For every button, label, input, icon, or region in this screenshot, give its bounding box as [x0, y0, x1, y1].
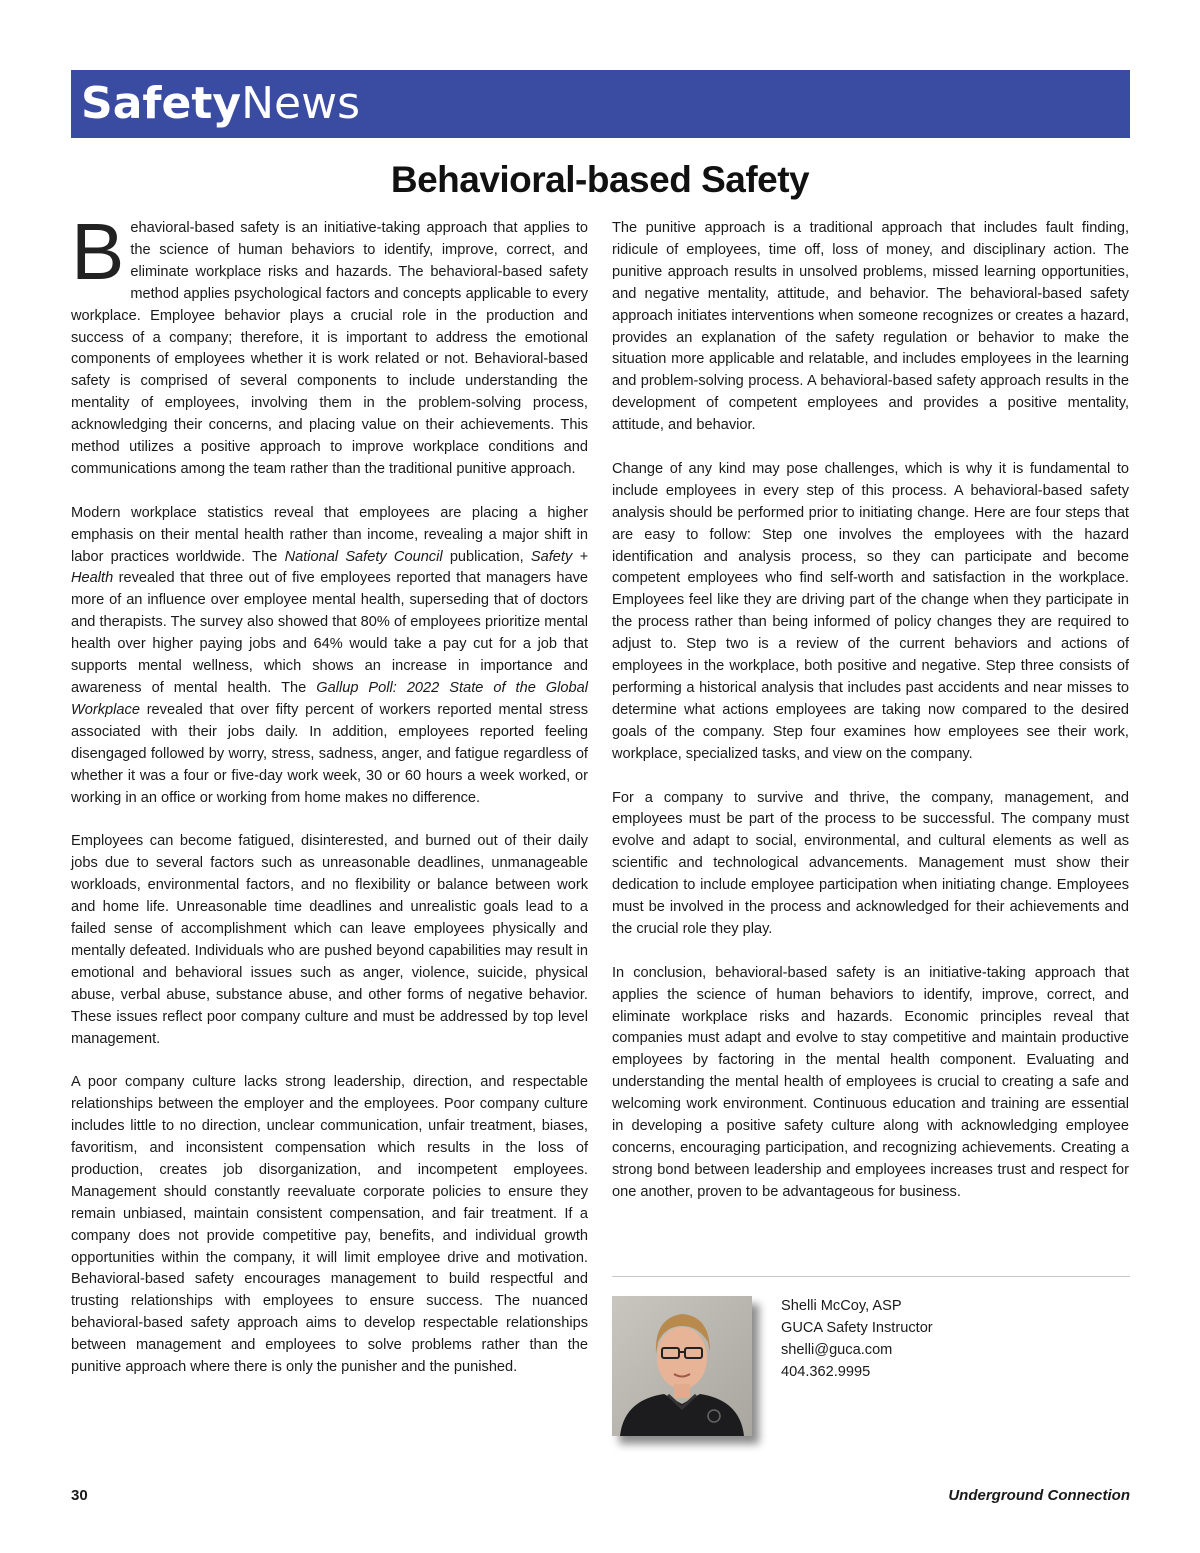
- page-number: 30: [71, 1487, 88, 1504]
- left-paragraph-1: [71, 207, 588, 481]
- left-p2-text-b: publication,: [442, 548, 531, 565]
- right-paragraph-3: For a company to survive and thrive, the company, management, and employees must be part of the process to be successful. The company must evolve and adapt to social, environmental, and cultural elements as well as scientific and technological advancements. Management must show their dedication to include employee participation when initiating change. Employees must be involved in the process and acknowledged for their achievements and the crucial role they play.: [612, 789, 1129, 937]
- banner-title: [81, 76, 360, 132]
- right-paragraph-2: Change of any kind may pose challenges, which is why it is fundamental to include employees in every step of this process. A behavioral-based safety analysis should be performed prior to initiating change. Here are four steps that are easy to follow: Step one involves the employees with the hazard identification and analysis process, so they can participate and become competent employees who find self-worth and satisfaction in the workplace. Employees feel like they are driving part of the change when they participate in the process rather than being informed of policy changes they are required to adjust to. Step two is a review of the current behaviors and actions of employees in the workplace, both positive and negative. Step three consists of performing a historical analysis that includes past accidents and near misses to determine what actions employees are taking now compared to the desired goals of the company. Step four examines how employees see their work, workplace, specialized tasks, and view on the company.: [612, 460, 1129, 762]
- left-paragraph-3: Employees can become fatigued, disinterested, and burned out of their daily jobs due to several factors such as unreasonable deadlines, unmanageable workloads, environmental factors, and no flexibility or balance between work and home life. Unreasonable time deadlines and unrealistic goals lead to a failed sense of accomplishment which can leave employees physically and mentally defeated. Individuals who are pushed beyond capabilities may result in emotional and behavioral issues such as anger, violence, suicide, physical abuse, verbal abuse, substance abuse, and other forms of negative behavior. These issues reflect poor company culture and must be addressed by top level management.: [71, 833, 588, 1047]
- left-p2-text-d: revealed that over fifty percent of workers reported mental stress associated with their jobs daily. In addition, employees reported feeling disengaged followed by worry, stress, sadness, anger, and fatigue regardless of whether it was a four or five-day work week, 30 or 60 hours a week worked, or working in an office or working from home makes no difference.: [71, 701, 588, 806]
- left-paragraph-4: A poor company culture lacks strong leadership, direction, and respectable relationships between the employer and the employees. Poor company culture includes little to no direction, unclear communication, unfair treatment, biases, favoritism, and inconsistent compensation which results in the loss of production, creates job disorganization, and incompetent employees. Management should constantly reevaluate corporate policies to ensure they remain unbiased, maintain consistent compensation, and fair treatment. If a company does not provide competitive pay, benefits, and individual growth opportunities within the company, it will limit employee drive and motivation. Behavioral-based safety encourages management to build respectful and trusting relationships with employees to ensure success. The nuanced behavioral-based safety approach aims to develop respectable relationships between management and employees to solve problems rather than the punitive approach where there is only the punisher and the punished.: [71, 1074, 588, 1376]
- left-p2-text-c: revealed that three out of five employees reported that managers have more of an influence over employee mental health, superseding that of doctors and therapists. The survey also showed that 80% of employees prioritize mental health over higher paying jobs and 64% would take a pay cut for a job that supports mental wellness, which shows an increase in importance and awareness of mental health. The: [71, 570, 588, 697]
- left-paragraph-1-text: ehavioral-based safety is an initiative-taking approach that applies to the science of human behaviors to identify, improve, correct, and eliminate workplace risks and hazards. The behavioral-based safety method applies psychological factors and concepts applicable to every workplace. Employee behavior plays a crucial role in the production and success of a company; therefore, it is important to address the emotional components of employees whether it is work related or not. Behavioral-based safety is comprised of several components to include understanding the mentality of employees, involving them in the problem-solving process, acknowledging their concerns, and placing value on their achievements. This method utilizes a positive approach to improve workplace conditions and communications among the team rather than the traditional punitive approach.: [71, 220, 588, 477]
- author-photo: [612, 1296, 752, 1436]
- author-phone: 404.362.9995: [781, 1364, 871, 1380]
- gallup-poll-name: Gallup Poll: 2022 State of the Global Workplace: [71, 680, 588, 718]
- left-paragraph-2: [71, 503, 588, 810]
- author-name: Shelli McCoy, ASP: [781, 1298, 902, 1314]
- banner-title-normal: News: [241, 78, 360, 129]
- author-portrait-image: [612, 1296, 752, 1436]
- author-role: GUCA Safety Instructor: [781, 1320, 933, 1336]
- right-paragraph-4: In conclusion, behavioral-based safety is an initiative-taking approach that applies the science of human behaviors to identify, improve, correct, and eliminate workplace risks and hazards. Economic principles reveal that companies must adapt and evolve to stay competitive and maintain productive employees by factoring in the mental health component. Evaluating and understanding the mental health of employees is crucial to creating a safe and welcoming work environment. Continuous education and training are essential in developing a positive safety culture along with acknowledging employee concerns, encouraging participation, and recognizing achievements. Creating a strong bond between leadership and employees increases trust and respect for one another, proven to be advantageous for business.: [612, 964, 1129, 1200]
- divider-line: [612, 1276, 1130, 1277]
- publication-name: Underground Connection: [948, 1487, 1130, 1504]
- left-column: [71, 207, 588, 1401]
- drop-cap: B: [71, 207, 125, 296]
- article-title: Behavioral-based Safety: [390, 159, 810, 200]
- right-paragraph-1: The punitive approach is a traditional approach that includes fault finding, ridicule of employees, time off, loss of money, and disciplinary action. The punitive approach results in unsolved problems, missed learning opportunities, and negative mentality, attitude, and behavior. The behavioral-based safety approach initiates interventions when someone recognizes or creates a hazard, provides an explanation of the safety regulation or behavior to make the situation more applicable and relatable, and includes employees in the learning and problem-solving process. A behavioral-based safety approach results in the development of competent employees and provides a positive mentality, attitude, and behavior.: [612, 220, 1129, 434]
- safety-news-banner: [71, 70, 1130, 138]
- left-p2-text-a: Modern workplace statistics reveal that employees are placing a higher emphasis on their mental health rather than income, revealing a major shift in labor practices worldwide. The: [71, 504, 588, 565]
- nsc-publication-name: National Safety Council: [284, 548, 443, 565]
- author-contact-block: [781, 1295, 933, 1383]
- safety-health-publication-name: Safety + Health: [71, 548, 588, 587]
- right-column: [612, 218, 1129, 1226]
- banner-title-bold: Safety: [81, 78, 242, 129]
- author-email: shelli@guca.com: [781, 1342, 893, 1358]
